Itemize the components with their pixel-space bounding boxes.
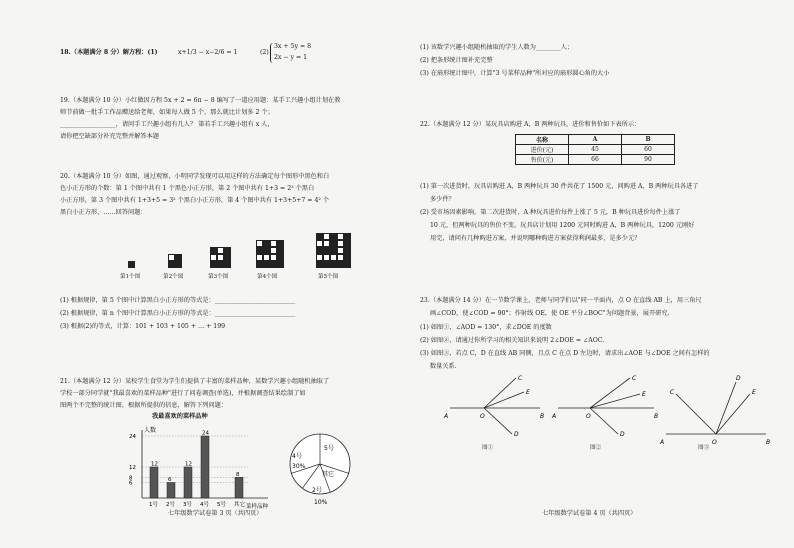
bar-value-label: 6 bbox=[168, 477, 172, 483]
pie-slice-label: 5号 bbox=[324, 445, 334, 452]
q18-eq1: x+1/3 − x−2/6 = 1 bbox=[178, 49, 238, 56]
pattern-square bbox=[277, 240, 284, 247]
pie-slice-label: 2号 bbox=[312, 487, 322, 494]
pattern-square bbox=[263, 261, 270, 268]
pattern-square bbox=[210, 247, 217, 254]
table-header-cell: B bbox=[622, 135, 675, 145]
pattern-square bbox=[316, 240, 323, 247]
ray bbox=[484, 378, 516, 408]
q20-line-1: 20.（本题满分 10 分）如图，通过观察，小明同学发现可以用这样的方法确定每个图形中黑色和白 bbox=[60, 173, 330, 180]
geo-fig-label-2: 图② bbox=[590, 445, 602, 451]
q22-line-3: (2) 受市场因素影响，第二次进货时，A 种玩具进价每件上涨了 5 元，B 种玩具进价每件上涨了 bbox=[420, 209, 681, 216]
bar-value-label: 24 bbox=[202, 430, 209, 437]
q23-line-6: 数量关系. bbox=[430, 363, 457, 370]
point-label: O bbox=[480, 413, 485, 420]
x-tick-label: 其它 bbox=[234, 502, 246, 508]
pie-slice-label: 10% bbox=[314, 499, 328, 506]
table-cell: 售价(元) bbox=[516, 155, 569, 165]
q23-line-3: (1) 如图①，∠AOD = 130°，求∠DOE 的度数 bbox=[420, 324, 552, 331]
q20-question-3: (3) 根据(2)的等式，计算：101 + 103 + 105 + … + 199 bbox=[60, 323, 226, 330]
bar-value-label: 12 bbox=[151, 461, 158, 468]
pie-slice-label: 4号 bbox=[292, 453, 302, 460]
pattern-square bbox=[168, 254, 175, 261]
pattern-square bbox=[323, 240, 330, 247]
point-label: E bbox=[642, 391, 646, 398]
point-label: D bbox=[514, 431, 519, 438]
pattern-square bbox=[337, 247, 344, 254]
point-label: O bbox=[712, 439, 717, 446]
pattern-square bbox=[337, 233, 344, 240]
x-tick-label: 1号 bbox=[149, 502, 158, 508]
point-label: B bbox=[766, 439, 770, 446]
price-table bbox=[515, 134, 675, 165]
table-row bbox=[516, 135, 675, 145]
q20-question-2: (2) 根据规律，第 n 个图中计算黑白小正方形的等式是：__________________________ bbox=[60, 310, 296, 317]
geo-fig-label-1: 图① bbox=[482, 445, 494, 451]
pattern-square bbox=[316, 247, 323, 254]
pattern-square bbox=[263, 247, 270, 254]
pattern-square bbox=[323, 247, 330, 254]
pattern-square bbox=[224, 261, 231, 268]
pie-slice-label: 其它 bbox=[322, 471, 335, 478]
ray bbox=[590, 394, 640, 408]
bar bbox=[235, 477, 243, 498]
pattern-square bbox=[344, 254, 351, 261]
q21-sub-1: (1) 该数学兴趣小组随机抽取的学生人数为________人； bbox=[420, 44, 574, 51]
pattern-square bbox=[277, 261, 284, 268]
q22-head: 22.（本题满分 12 分）某玩具店购进 A，B 两种玩具，进价和售价如下表所示： bbox=[420, 121, 641, 128]
pattern-square bbox=[316, 254, 323, 261]
table-row bbox=[516, 155, 675, 165]
pattern-square bbox=[263, 254, 270, 261]
q20-fig-label-5: 第5个图 bbox=[318, 274, 339, 280]
ray bbox=[590, 408, 618, 434]
bar bbox=[201, 436, 209, 498]
pattern-square bbox=[270, 247, 277, 254]
q20-fig-label-2: 第2个图 bbox=[163, 274, 184, 280]
ray bbox=[484, 392, 524, 408]
pattern-square bbox=[277, 247, 284, 254]
y-tick-label: 8 bbox=[129, 475, 133, 482]
pattern-square bbox=[175, 254, 182, 261]
right-page bbox=[420, 0, 775, 548]
right-footer: 七年级数学试卷第 4 页（共四页） bbox=[542, 510, 637, 517]
bar-chart bbox=[128, 422, 278, 510]
pattern-square bbox=[323, 261, 330, 268]
point-label: A bbox=[552, 413, 557, 420]
q20-line-2: 色小正方形的个数：第 1 个图中共有 1 个黑色小正方形，第 2 个图中共有 1+3 = 2² 个黑白 bbox=[60, 185, 315, 192]
q22-line-4: 10 元，但两种玩具的售价不变。玩具店计划用 1200 元同时购进 A，B 两种玩具，1200 元刚好 bbox=[430, 222, 695, 229]
q23-line-5: (3) 如图③，若点 C，D 在直线 AB 同侧，且点 C 在点 D 左边时，请求出∠AOE 与∠DOE 之间有怎样的 bbox=[420, 350, 710, 357]
pattern-square bbox=[337, 254, 344, 261]
q23-line-1: 23.（本题满分 14 分）在一节数学课上，老师与同学们以"同一平面内，点 O 在直线 AB 上，用三角尺 bbox=[420, 297, 702, 304]
pattern-square bbox=[224, 254, 231, 261]
table-cell: 45 bbox=[569, 145, 622, 155]
q20-line-4: 黑白小正方形，……回答问题： bbox=[60, 209, 147, 216]
q20-question-1: (1) 根据规律，第 5 个图中计算黑白小正方形的等式是：__________________________ bbox=[60, 297, 296, 304]
pattern-square bbox=[316, 261, 323, 268]
q21-sub-2: (2) 把条形统计图补充完整 bbox=[420, 57, 493, 64]
pie-chart bbox=[284, 428, 364, 506]
pattern-square bbox=[330, 240, 337, 247]
pattern-square bbox=[210, 261, 217, 268]
pattern-square bbox=[277, 254, 284, 261]
pattern-square bbox=[323, 254, 330, 261]
point-label: C bbox=[670, 389, 675, 396]
x-tick-label: 5号 bbox=[217, 502, 226, 508]
ray bbox=[716, 382, 736, 434]
point-label: D bbox=[620, 431, 625, 438]
q21-line-1: 21.（本题满分 12 分）某校学生食堂为学生们提供了丰富的菜样品种，某数学兴趣小组随机抽取了 bbox=[60, 378, 330, 385]
point-label: B bbox=[540, 413, 545, 420]
pattern-square bbox=[330, 254, 337, 261]
point-label: D bbox=[736, 375, 741, 382]
pattern-square bbox=[175, 261, 182, 268]
bar-value-label: 8 bbox=[236, 471, 240, 478]
bar bbox=[150, 467, 158, 498]
q18-brace bbox=[270, 43, 274, 63]
pattern-square bbox=[344, 247, 351, 254]
pattern-square bbox=[224, 247, 231, 254]
q19-line-1: 19.（本题满分 10 分）小红做因方程 5x + 2 = 6π − 8 编写了一道应用题：某手工兴趣小组计划在教 bbox=[60, 97, 341, 104]
y-tick-label: 24 bbox=[129, 434, 136, 440]
pattern-square bbox=[256, 261, 263, 268]
point-label: A bbox=[660, 439, 665, 446]
pattern-square bbox=[344, 233, 351, 240]
point-label: O bbox=[586, 413, 591, 420]
table-cell: 进价(元) bbox=[516, 145, 569, 155]
ray bbox=[716, 394, 750, 434]
q23-line-2: 画∠COD，使∠COD = 90°；作射线 OE，使 OE 平分∠BOC"为问题背景，展开研究. bbox=[430, 310, 670, 317]
pattern-square bbox=[217, 254, 224, 261]
bar bbox=[184, 467, 192, 498]
q22-line-2: 多少件？ bbox=[430, 196, 455, 203]
q23-line-4: (2) 如图②，请通过你所学习的相关知识来说明 2∠DOE = ∠AOC. bbox=[420, 337, 605, 344]
table-header-cell: 名称 bbox=[516, 135, 569, 145]
ray bbox=[676, 394, 716, 434]
table-cell: 90 bbox=[622, 155, 675, 165]
left-page bbox=[60, 0, 400, 548]
q21-line-3: 图两个不完整的统计图，根据所提供的信息，解答下列问题： bbox=[60, 402, 228, 409]
point-label: C bbox=[518, 375, 523, 382]
bar bbox=[167, 483, 175, 499]
q22-line-1: (1) 第一次进货时，玩具店购进 A，B 两种玩具 30 件共花了 1500 元，问购进 A，B 两种玩具各进了 bbox=[420, 183, 699, 190]
x-tick-label: 3号 bbox=[183, 502, 192, 508]
ray bbox=[590, 378, 630, 408]
y-axis-label: 人数 bbox=[144, 427, 157, 434]
q18-head: 18.（本题满分 8 分）解方程：(1) bbox=[60, 49, 158, 56]
left-footer: 七年级数学试卷第 3 页（共四页） bbox=[168, 510, 263, 517]
pattern-square bbox=[256, 247, 263, 254]
table-header-cell: A bbox=[569, 135, 622, 145]
pattern-square bbox=[217, 261, 224, 268]
q20-line-3: 小正方形，第 3 个图中共有 1+3+5 = 3² 个黑白小正方形，第 4 个图中共有 1+3+5+7 = 4² 个 bbox=[60, 197, 330, 204]
pattern-square bbox=[263, 240, 270, 247]
point-label: E bbox=[526, 389, 530, 396]
q19-line-2: 师节前做一批手工作品赠送给老师，如果每人做 5 个，那么就比计划多 2 个； bbox=[60, 109, 274, 116]
q20-fig-label-1: 第1个图 bbox=[120, 274, 141, 280]
point-label: B bbox=[654, 413, 659, 420]
pattern-square bbox=[256, 240, 263, 247]
point-label: A bbox=[444, 413, 449, 420]
q21-sub-3: (3) 在扇形统计图中，计算"3 号菜样品种"所对应的扇形圆心角的大小 bbox=[420, 70, 610, 77]
y-tick-label: 6 bbox=[129, 480, 133, 487]
q19-line-3: __________________，请问手工兴趣小组有几人？ 第若手工兴趣小组有 x 人， bbox=[60, 121, 274, 128]
q18-sys1: 3x + 5y = 8 bbox=[274, 43, 312, 50]
pie-slice-label: 30% bbox=[292, 463, 306, 470]
geo-fig-label-3: 图③ bbox=[698, 445, 710, 451]
pattern-square bbox=[270, 254, 277, 261]
pattern-square bbox=[316, 233, 323, 240]
table-cell: 66 bbox=[569, 155, 622, 165]
pattern-square bbox=[330, 261, 337, 268]
q21-chart-title: 我最喜欢的菜样品种 bbox=[152, 413, 208, 420]
pattern-square bbox=[270, 261, 277, 268]
y-tick-label: 12 bbox=[129, 465, 136, 471]
table-cell: 60 bbox=[622, 145, 675, 155]
x-tick-label: 2号 bbox=[166, 502, 175, 508]
pattern-square bbox=[323, 233, 330, 240]
pattern-square bbox=[344, 261, 351, 268]
pattern-square bbox=[128, 261, 135, 268]
pattern-square bbox=[330, 247, 337, 254]
table-row bbox=[516, 145, 675, 155]
x-axis-label: 菜样品种 bbox=[246, 504, 269, 510]
pattern-square bbox=[168, 261, 175, 268]
q20-fig-label-4: 第4个图 bbox=[257, 274, 278, 280]
pattern-square bbox=[337, 261, 344, 268]
ray bbox=[484, 408, 512, 434]
q18-part2: (2) bbox=[260, 49, 269, 56]
q19-line-4: 请你把空缺部分补充完整并解答本题 bbox=[60, 133, 159, 140]
point-label: C bbox=[632, 375, 637, 382]
pattern-square bbox=[330, 233, 337, 240]
pattern-square bbox=[217, 247, 224, 254]
pattern-square bbox=[344, 240, 351, 247]
q21-line-2: 学校一部分同学就"我最喜欢的菜样品种"进行了问卷调查(单选)，并根据调查结果绘制了如 bbox=[60, 390, 306, 397]
point-label: E bbox=[752, 389, 756, 396]
q18-sys2: 2x − y = 1 bbox=[274, 54, 308, 61]
q22-line-5: 用完，请问有几种购进方案，并说明哪种购进方案获得利润最多，是多少元？ bbox=[430, 235, 641, 242]
q20-fig-label-3: 第3个图 bbox=[208, 274, 229, 280]
pattern-square bbox=[210, 254, 217, 261]
x-tick-label: 4号 bbox=[200, 502, 209, 508]
pattern-square bbox=[270, 240, 277, 247]
pattern-square bbox=[337, 240, 344, 247]
bar-value-label: 12 bbox=[185, 461, 192, 468]
pattern-square bbox=[256, 254, 263, 261]
